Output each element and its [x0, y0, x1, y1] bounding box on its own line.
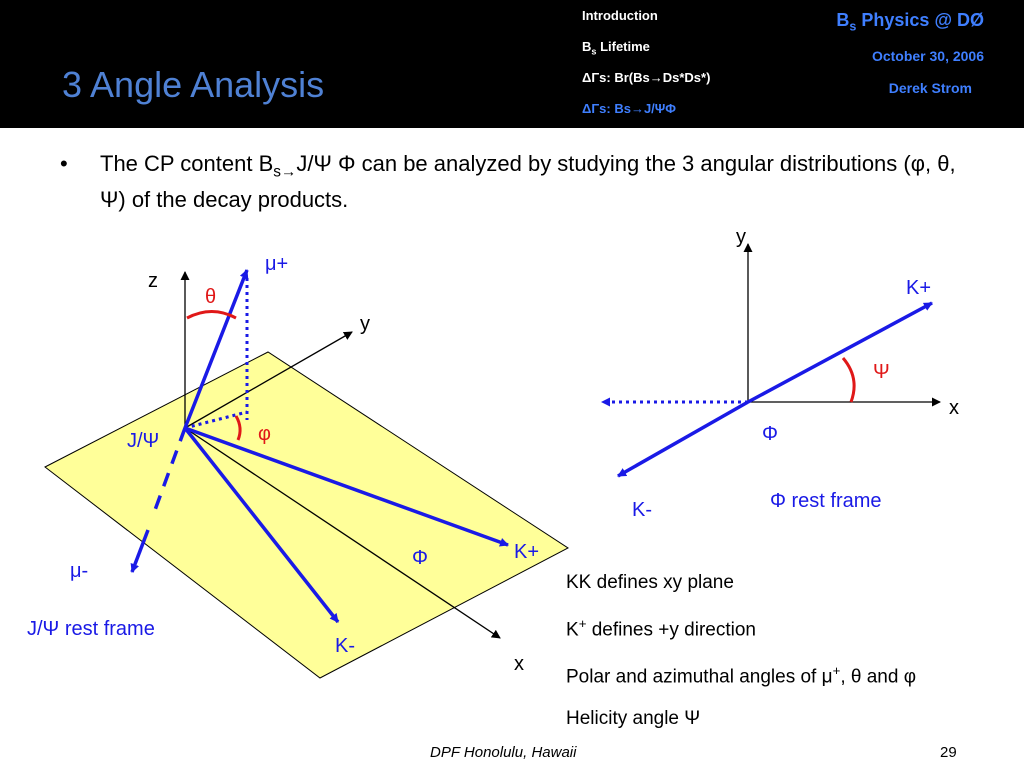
nav-item-introduction[interactable]: Introduction — [582, 8, 658, 23]
slide-title: 3 Angle Analysis — [62, 64, 325, 105]
footer-location: DPF Honolulu, Hawaii — [430, 744, 577, 761]
right-label-k-plus: K+ — [906, 277, 932, 299]
psi-arc — [843, 358, 854, 402]
label-z: z — [148, 270, 158, 292]
talk-date: October 30, 2006 — [871, 48, 984, 64]
author-name: Derek Strom — [888, 80, 972, 96]
label-jpsi: J/Ψ — [127, 430, 160, 452]
label-mu-plus: μ+ — [265, 253, 289, 275]
course-title: $B_s$ Physics @ DØ — [836, 10, 984, 34]
right-label-k-minus: K- — [632, 499, 652, 521]
right-diagram — [602, 226, 959, 521]
right-label-x: x — [949, 397, 959, 419]
label-k-minus: K- — [335, 635, 355, 657]
notes-list — [566, 562, 916, 739]
right-label-y: y — [736, 226, 746, 248]
label-k-plus: K+ — [514, 541, 540, 563]
label-mu-minus: μ- — [70, 560, 89, 582]
right-k-plus-vector — [748, 303, 932, 402]
label-phi-meson: Φ — [412, 547, 428, 569]
label-phi-angle: φ — [258, 423, 271, 445]
page-number: 29 — [940, 744, 957, 761]
right-label-psi: Ψ — [873, 361, 890, 383]
note-kk-plane: KK defines xy plane — [566, 572, 734, 593]
nav-item-br-ds[interactable]: ΔΓs: Br(Bs→Ds*Ds*) — [582, 70, 711, 85]
label-theta: θ — [205, 286, 217, 308]
right-k-minus-vector — [618, 402, 748, 476]
note-helicity: Helicity angle Ψ — [566, 707, 701, 729]
bullet-dot: • — [60, 151, 68, 176]
left-diagram — [27, 253, 568, 678]
label-x: x — [514, 653, 524, 675]
note-kplus-direction: K+ defines +y direction — [566, 616, 756, 641]
right-label-phi-rest-frame: Φ rest frame — [770, 490, 882, 512]
bullet-text: The CP content $B_{s\to}J/\Psi$ Φ can be analyzed by studying the 3 angular distributions (φ, θ, Ψ) of the decay products. — [100, 151, 956, 213]
right-label-phi-meson: Φ — [762, 423, 778, 445]
note-polar-azimuthal: Polar and azimuthal angles of μ+, θ and φ — [566, 663, 917, 688]
label-jpsi-rest-frame: J/Ψ rest frame — [27, 618, 155, 640]
nav-item-jpsi-phi[interactable]: ΔΓs: Bs→J/ΨΦ — [582, 101, 676, 116]
nav-item-lifetime[interactable]: $B_s$ Lifetime — [582, 39, 650, 57]
label-y: y — [360, 313, 370, 335]
